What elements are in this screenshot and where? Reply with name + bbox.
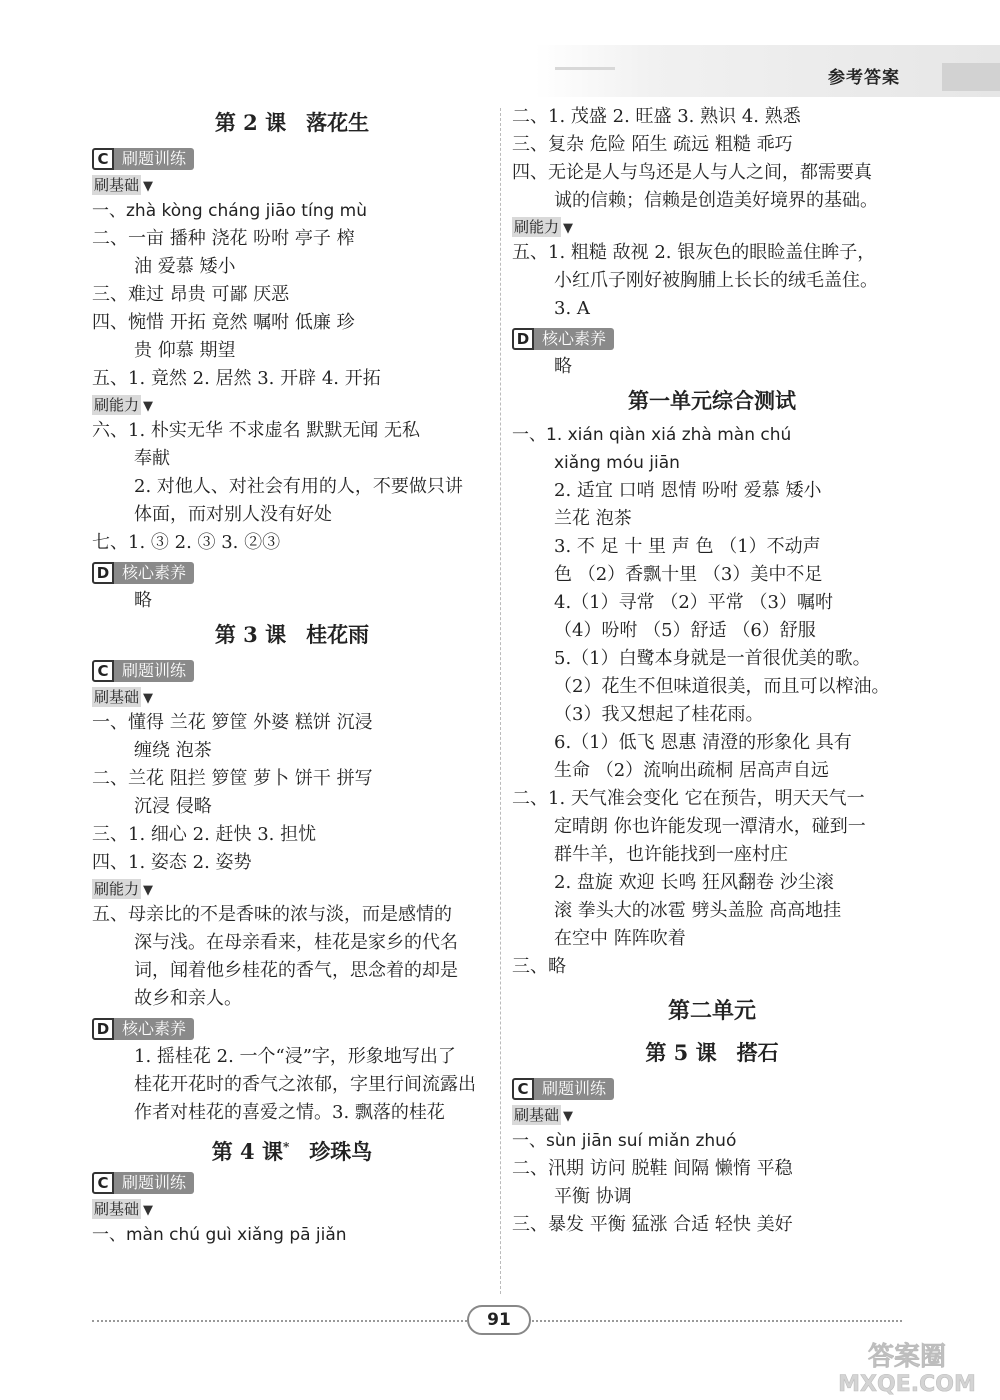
badge-text: 核心素养 <box>114 1018 194 1040</box>
lesson-3-title <box>92 617 492 653</box>
answer-line: 一、懂得 兰花 箩筐 外婆 糕饼 沉浸 <box>92 712 373 733</box>
answer-line: 在空中 阵阵吹着 <box>554 928 686 949</box>
answer-line: 三、1. 细心 2. 赶快 3. 担忧 <box>92 824 317 845</box>
tag-basic <box>92 1197 492 1221</box>
answer-line: 3. A <box>554 298 590 319</box>
tag-label: 刷基础 <box>94 688 140 706</box>
tag-basic <box>92 173 492 197</box>
answer-line: 兰花 泡茶 <box>554 508 632 529</box>
answer-line: 油 爱慕 矮小 <box>134 256 236 277</box>
answer-line: 深与浅。在母亲看来，桂花是家乡的代名 <box>134 932 458 953</box>
footer-dotted-line <box>532 1320 902 1322</box>
answer-line: 七、1. ③ 2. ③ 3. ②③ <box>92 532 281 553</box>
badge-c-training <box>512 1078 614 1100</box>
badge-letter: D <box>512 328 534 350</box>
answer-line: 三、难过 昂贵 可鄙 厌恶 <box>92 284 290 305</box>
badge-text: 核心素养 <box>534 328 614 350</box>
answer-line: 2. 盘旋 欢迎 长鸣 狂风翻卷 沙尘滚 <box>554 872 834 893</box>
answer-line: 4.（1）寻常 （2）平常 （3）嘱咐 <box>554 592 833 613</box>
answer-line: 一、màn chú guì xiǎng pā jiǎn <box>92 1225 347 1245</box>
tag-label: 刷能力 <box>94 396 140 414</box>
answer-line: 二、1. 茂盛 2. 旺盛 3. 熟识 4. 熟悉 <box>512 106 801 127</box>
lesson-name: 桂花雨 <box>306 622 370 647</box>
badge-text: 刷题训练 <box>114 1172 194 1194</box>
badge-letter: C <box>92 1172 114 1194</box>
triangle-down-icon: ▼ <box>563 1109 574 1124</box>
answer-line: 3. 不 足 十 里 声 色 （1）不动声 <box>554 536 821 557</box>
lesson-number: 第 2 课 <box>214 110 287 135</box>
header-band <box>535 45 1000 97</box>
answer-line: 故乡和亲人。 <box>134 988 242 1009</box>
answer-line: 一、1. xián qiàn xiá zhà màn chú <box>512 425 792 445</box>
badge-letter: D <box>92 1018 114 1040</box>
answer-line: 2. 适宜 口哨 恩情 吩咐 爱慕 矮小 <box>554 480 822 501</box>
answer-line: 诚的信赖；信赖是创造美好境界的基础。 <box>554 190 878 211</box>
lesson-name: 落花生 <box>306 110 370 135</box>
answer-line: 五、1. 粗糙 敌视 2. 银灰色的眼睑盖住眸子， <box>512 242 876 263</box>
answer-line: 六、1. 朴实无华 不求虚名 默默无闻 无私 <box>92 420 421 441</box>
answer-line: 奉献 <box>134 448 170 469</box>
triangle-down-icon: ▼ <box>143 1203 154 1218</box>
tag-ability <box>92 393 492 417</box>
tag-label: 刷能力 <box>514 218 560 236</box>
answer-line: 贵 仰慕 期望 <box>134 340 236 361</box>
lesson-number: 第 4 课 <box>211 1139 283 1164</box>
badge-c-training <box>92 148 194 170</box>
answer-line: （2）花生不但味道很美，而且可以榨油。 <box>554 676 890 697</box>
right-column <box>512 103 912 1239</box>
badge-text: 核心素养 <box>114 562 194 584</box>
answer-line: 五、1. 竟然 2. 居然 3. 开辟 4. 开拓 <box>92 368 381 389</box>
triangle-down-icon: ▼ <box>563 221 574 236</box>
answer-line: 略 <box>554 356 572 377</box>
lesson-star: * <box>282 1140 290 1154</box>
badge-d-core <box>92 1018 194 1040</box>
badge-c-training <box>92 660 194 682</box>
answer-line: 词，闻着他乡桂花的香气，思念着的却是 <box>134 960 458 981</box>
tag-ability <box>512 215 912 239</box>
answer-line: 一、zhà kòng cháng jiāo tíng mù <box>92 201 367 221</box>
answer-line: 小红爪子刚好被胸脯上长长的绒毛盖住。 <box>554 270 878 291</box>
badge-text: 刷题训练 <box>534 1078 614 1100</box>
answer-line: 二、一亩 播种 浇花 吩咐 亭子 榨 <box>92 228 355 249</box>
tag-basic <box>92 685 492 709</box>
answer-line: 2. 对他人、对社会有用的人，不要做只讲 <box>134 476 463 497</box>
badge-d-core <box>512 328 614 350</box>
badge-d-core <box>92 562 194 584</box>
badge-letter: C <box>92 660 114 682</box>
answer-line: 定晴朗 你也许能发现一潭清水，碰到一 <box>554 816 866 837</box>
lesson-name: 珍珠鸟 <box>309 1139 373 1164</box>
answer-line: 五、母亲比的不是香味的浓与淡，而是感情的 <box>92 904 452 925</box>
answer-line: 二、兰花 阻拦 箩筐 萝卜 饼干 拼写 <box>92 768 373 789</box>
triangle-down-icon: ▼ <box>143 691 154 706</box>
watermark-top-text: 答案圈 <box>867 1342 947 1372</box>
answer-line: 作者对桂花的喜爱之情。3. 飘落的桂花 <box>134 1102 445 1123</box>
badge-text: 刷题训练 <box>114 148 194 170</box>
badge-letter: C <box>92 148 114 170</box>
answer-line: 生命 （2）流响出疏桐 居高声自远 <box>554 760 829 781</box>
answer-line: 三、暴发 平衡 猛涨 合适 轻快 美好 <box>512 1214 793 1235</box>
answer-line: 三、略 <box>512 956 566 977</box>
tag-ability <box>92 877 492 901</box>
answer-line: 略 <box>134 590 152 611</box>
tag-label: 刷能力 <box>94 880 140 898</box>
footer-dotted-line <box>92 1320 467 1322</box>
header-decoration <box>555 67 615 70</box>
header-title: 参考答案 <box>828 68 900 88</box>
tag-label: 刷基础 <box>94 176 140 194</box>
answer-line: 四、1. 姿态 2. 姿势 <box>92 852 252 873</box>
page-number: 91 <box>467 1305 531 1335</box>
triangle-down-icon: ▼ <box>143 179 154 194</box>
lesson-4-title <box>92 1129 492 1165</box>
lesson-number: 第 5 课 <box>645 1040 717 1065</box>
answer-line: 二、汛期 访问 脱鞋 间隔 懒惰 平稳 <box>512 1158 793 1179</box>
watermark-logo <box>822 1335 992 1395</box>
answer-line: （3）我又想起了桂花雨。 <box>554 704 764 725</box>
badge-letter: C <box>512 1078 534 1100</box>
column-divider <box>500 108 501 1294</box>
header-tab <box>942 63 1000 91</box>
answer-line: 群牛羊，也许能找到一座村庄 <box>554 844 788 865</box>
answer-line: 缠绕 泡茶 <box>134 740 212 761</box>
triangle-down-icon: ▼ <box>143 399 154 414</box>
lesson-number: 第 3 课 <box>214 622 287 647</box>
answer-line: 三、复杂 危险 陌生 疏远 粗糙 乖巧 <box>512 134 793 155</box>
tag-basic <box>512 1103 912 1127</box>
answer-line: 桂花开花时的香气之浓郁，字里行间流露出 <box>134 1074 476 1095</box>
answer-line: 体面，而对别人没有好处 <box>134 504 332 525</box>
answer-line: 1. 摇桂花 2. 一个“浸”字，形象地写出了 <box>134 1046 456 1067</box>
unit-1-test-title: 第一单元综合测试 <box>628 388 796 413</box>
answer-line: 色 （2）香飘十里 （3）美中不足 <box>554 564 823 585</box>
tag-label: 刷基础 <box>514 1106 560 1124</box>
answer-line: 四、惋惜 开拓 竟然 嘱咐 低廉 珍 <box>92 312 355 333</box>
answer-line: 滚 拳头大的冰雹 劈头盖脸 高高地挂 <box>554 900 842 921</box>
badge-letter: D <box>92 562 114 584</box>
tag-label: 刷基础 <box>94 1200 140 1218</box>
page-footer <box>92 1305 902 1335</box>
answer-line: （4）吩咐 （5）舒适 （6）舒服 <box>554 620 816 641</box>
unit-2-title: 第二单元 <box>667 998 756 1024</box>
answer-line: xiǎng móu jiān <box>554 453 680 473</box>
lesson-2-title <box>92 105 492 141</box>
answer-line: 沉浸 侵略 <box>134 796 212 817</box>
answer-line: 二、1. 天气准会变化 它在预告，明天天气一 <box>512 788 865 809</box>
lesson-5-title <box>512 1035 912 1071</box>
answer-line: 平衡 协调 <box>554 1186 632 1207</box>
triangle-down-icon: ▼ <box>143 883 154 898</box>
answer-line: 四、无论是人与鸟还是人与人之间，都需要真 <box>512 162 872 183</box>
watermark-bottom-text: MXQE.COM <box>838 1372 976 1395</box>
lesson-name: 搭石 <box>736 1040 779 1065</box>
badge-c-training <box>92 1172 194 1194</box>
left-column <box>92 103 492 1249</box>
answer-line: 一、sùn jiān suí miǎn zhuó <box>512 1131 737 1151</box>
answer-line: 6.（1）低飞 恩惠 清澄的形象化 具有 <box>554 732 852 753</box>
answer-line: 5.（1）白鹭本身就是一首很优美的歌。 <box>554 648 871 669</box>
badge-text: 刷题训练 <box>114 660 194 682</box>
